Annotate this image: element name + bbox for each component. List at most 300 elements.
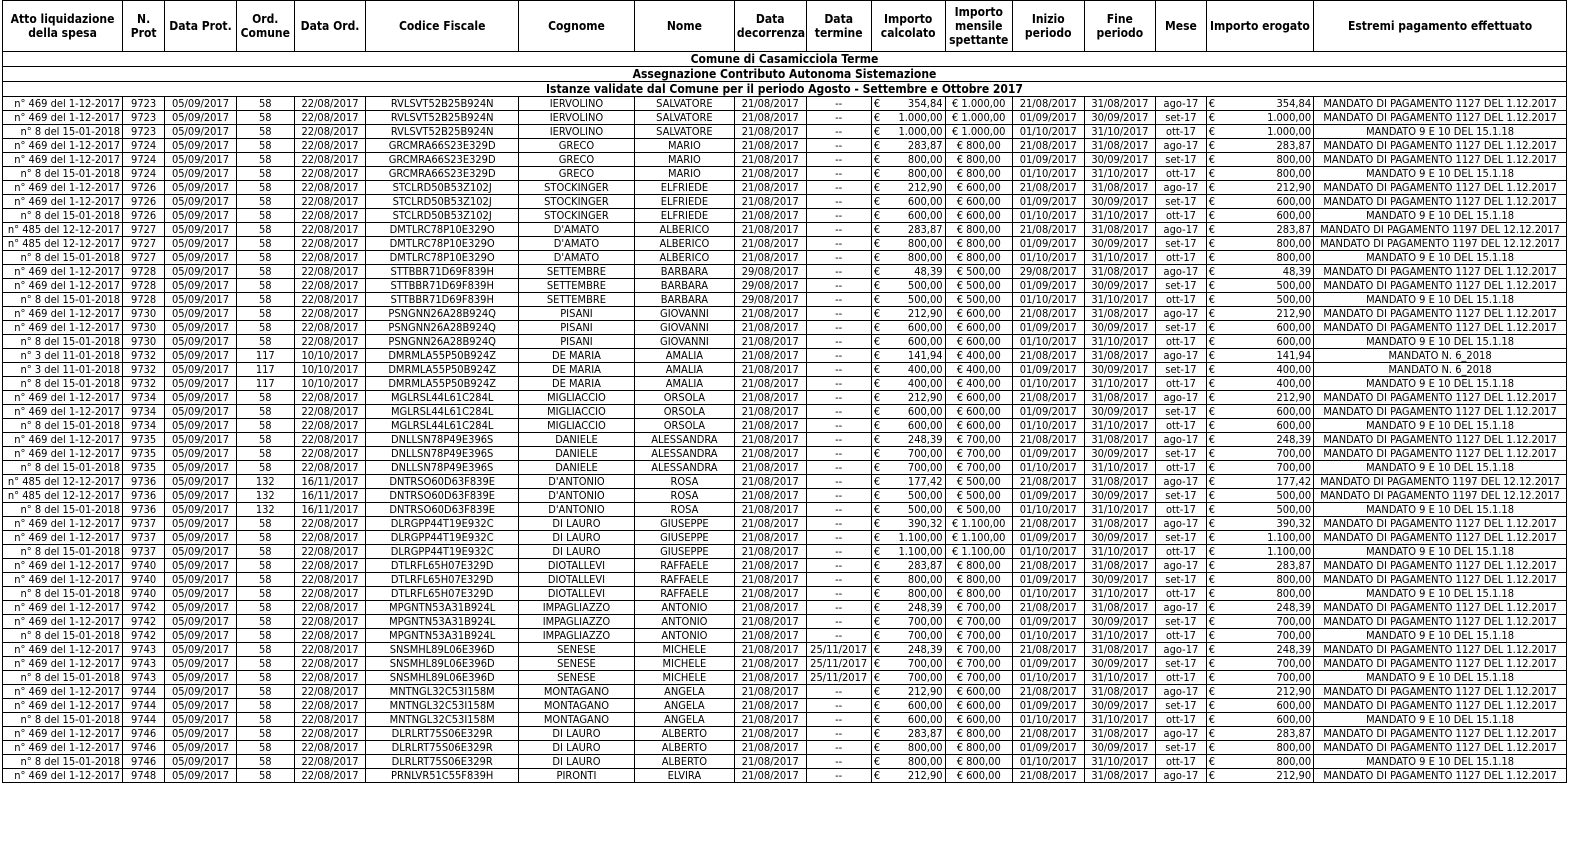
table-cell xyxy=(1206,321,1313,335)
table-cell: MANDATO 9 E 10 DEL 15.1.18 xyxy=(1314,461,1567,475)
table-cell: 22/08/2017 xyxy=(294,237,366,251)
table-cell: MIGLIACCIO xyxy=(519,419,635,433)
table-cell: 58 xyxy=(236,685,294,699)
table-cell: 9735 xyxy=(123,447,165,461)
currency-symbol: € xyxy=(1208,699,1215,712)
table-cell: 58 xyxy=(236,419,294,433)
amount-value: 800,00 xyxy=(1276,153,1312,166)
table-cell: ago-17 xyxy=(1156,391,1207,405)
table-cell xyxy=(871,153,945,167)
table-cell: DMTLRC78P10E329O xyxy=(366,237,519,251)
table-cell: 9726 xyxy=(123,181,165,195)
table-cell: 58 xyxy=(236,699,294,713)
currency-symbol: € xyxy=(873,279,881,292)
table-cell: set-17 xyxy=(1156,489,1207,503)
table-cell: 05/09/2017 xyxy=(165,153,237,167)
table-cell: 01/10/2017 xyxy=(1012,755,1084,769)
table-cell: 05/09/2017 xyxy=(165,433,237,447)
amount-value: 400,00 xyxy=(907,363,943,376)
amount-value: 600,00 xyxy=(907,195,943,208)
currency-symbol: € xyxy=(1208,195,1215,208)
table-cell: 30/09/2017 xyxy=(1084,615,1156,629)
table-cell: 22/08/2017 xyxy=(294,251,366,265)
table-cell xyxy=(1206,111,1313,125)
amount-value: 212,90 xyxy=(1276,769,1312,782)
document-period: Istanze validate dal Comune per il periodo Agosto - Settembre e Ottobre 2017 xyxy=(3,82,1567,97)
table-row xyxy=(3,629,1567,643)
table-cell xyxy=(871,111,945,125)
amount-value: 212,90 xyxy=(1276,181,1312,194)
table-cell: SALVATORE xyxy=(634,125,734,139)
table-row xyxy=(3,587,1567,601)
table-cell: € 500,00 xyxy=(945,293,1012,307)
amount-value: 400,00 xyxy=(907,377,943,390)
table-cell: 21/08/2017 xyxy=(1012,307,1084,321)
table-cell: 30/09/2017 xyxy=(1084,363,1156,377)
table-cell: 21/08/2017 xyxy=(734,531,806,545)
table-cell: 25/11/2017 xyxy=(806,671,871,685)
currency-symbol: € xyxy=(873,727,881,740)
table-cell: 01/09/2017 xyxy=(1012,279,1084,293)
table-cell: 22/08/2017 xyxy=(294,685,366,699)
table-cell xyxy=(871,223,945,237)
table-cell: ROSA xyxy=(634,475,734,489)
table-cell xyxy=(1206,699,1313,713)
table-cell: MANDATO DI PAGAMENTO 1127 DEL 1.12.2017 xyxy=(1314,139,1567,153)
table-cell: MANDATO DI PAGAMENTO 1127 DEL 1.12.2017 xyxy=(1314,531,1567,545)
table-cell: 21/08/2017 xyxy=(734,559,806,573)
table-cell: n° 8 del 15-01-2018 xyxy=(3,419,123,433)
table-cell: 22/08/2017 xyxy=(294,419,366,433)
table-cell: -- xyxy=(806,349,871,363)
table-cell: -- xyxy=(806,237,871,251)
table-cell xyxy=(871,307,945,321)
table-cell: 22/08/2017 xyxy=(294,629,366,643)
table-cell: n° 469 del 1-12-2017 xyxy=(3,657,123,671)
table-cell: -- xyxy=(806,615,871,629)
table-cell xyxy=(1206,265,1313,279)
table-cell: 58 xyxy=(236,573,294,587)
table-cell: 58 xyxy=(236,139,294,153)
table-cell: 21/08/2017 xyxy=(734,699,806,713)
table-cell: 9737 xyxy=(123,517,165,531)
table-cell: 01/09/2017 xyxy=(1012,363,1084,377)
table-cell: 25/11/2017 xyxy=(806,657,871,671)
table-cell: 01/10/2017 xyxy=(1012,629,1084,643)
table-cell: € 500,00 xyxy=(945,489,1012,503)
table-cell: DNTRSO60D63F839E xyxy=(366,503,519,517)
table-cell: MANDATO N. 6_2018 xyxy=(1314,363,1567,377)
table-cell xyxy=(871,125,945,139)
table-cell: € 400,00 xyxy=(945,349,1012,363)
table-cell xyxy=(871,573,945,587)
table-cell xyxy=(1206,293,1313,307)
liquidation-table xyxy=(2,0,1567,783)
currency-symbol: € xyxy=(1208,559,1215,572)
table-cell: PSNGNN26A28B924Q xyxy=(366,335,519,349)
amount-value: 600,00 xyxy=(907,321,943,334)
table-cell: -- xyxy=(806,223,871,237)
currency-symbol: € xyxy=(1208,335,1215,348)
table-cell: 21/08/2017 xyxy=(1012,433,1084,447)
table-cell xyxy=(871,349,945,363)
table-cell: 21/08/2017 xyxy=(734,545,806,559)
table-cell: MONTAGANO xyxy=(519,713,635,727)
table-cell xyxy=(871,713,945,727)
table-cell: n° 8 del 15-01-2018 xyxy=(3,293,123,307)
table-cell: 9743 xyxy=(123,671,165,685)
table-cell: 31/10/2017 xyxy=(1084,545,1156,559)
table-cell: 21/08/2017 xyxy=(734,685,806,699)
table-cell: 9727 xyxy=(123,223,165,237)
table-cell xyxy=(871,755,945,769)
currency-symbol: € xyxy=(1208,447,1215,460)
table-cell: MANDATO DI PAGAMENTO 1127 DEL 1.12.2017 xyxy=(1314,391,1567,405)
table-cell xyxy=(1206,237,1313,251)
table-cell: -- xyxy=(806,293,871,307)
table-cell: MANDATO DI PAGAMENTO 1127 DEL 1.12.2017 xyxy=(1314,153,1567,167)
table-cell: 9740 xyxy=(123,559,165,573)
table-cell: MANDATO DI PAGAMENTO 1127 DEL 1.12.2017 xyxy=(1314,181,1567,195)
currency-symbol: € xyxy=(873,167,881,180)
table-cell: 31/08/2017 xyxy=(1084,475,1156,489)
currency-symbol: € xyxy=(873,111,881,124)
amount-value: 800,00 xyxy=(907,741,943,754)
table-cell: ANTONIO xyxy=(634,629,734,643)
table-cell: ott-17 xyxy=(1156,503,1207,517)
table-cell: 58 xyxy=(236,167,294,181)
table-cell xyxy=(1206,741,1313,755)
table-cell: MANDATO 9 E 10 DEL 15.1.18 xyxy=(1314,755,1567,769)
table-cell: STTBBR71D69F839H xyxy=(366,279,519,293)
table-cell: -- xyxy=(806,433,871,447)
table-cell: D'AMATO xyxy=(519,223,635,237)
table-cell: DMTLRC78P10E329O xyxy=(366,223,519,237)
table-cell: MANDATO 9 E 10 DEL 15.1.18 xyxy=(1314,419,1567,433)
amount-value: 600,00 xyxy=(1276,405,1312,418)
table-cell: 58 xyxy=(236,209,294,223)
table-cell: MANDATO DI PAGAMENTO 1127 DEL 1.12.2017 xyxy=(1314,433,1567,447)
table-row xyxy=(3,545,1567,559)
table-cell: MANDATO DI PAGAMENTO 1127 DEL 1.12.2017 xyxy=(1314,699,1567,713)
table-cell: 30/09/2017 xyxy=(1084,657,1156,671)
amount-value: 354,84 xyxy=(907,97,943,110)
amount-value: 700,00 xyxy=(907,671,943,684)
table-cell xyxy=(1206,153,1313,167)
table-cell: ago-17 xyxy=(1156,601,1207,615)
table-cell: 01/10/2017 xyxy=(1012,167,1084,181)
table-cell: 9742 xyxy=(123,629,165,643)
table-cell: € 600,00 xyxy=(945,713,1012,727)
amount-value: 354,84 xyxy=(1276,97,1312,110)
table-cell: 31/10/2017 xyxy=(1084,335,1156,349)
table-cell: STCLRD50B53Z102J xyxy=(366,195,519,209)
table-cell: 21/08/2017 xyxy=(734,587,806,601)
table-cell: 21/08/2017 xyxy=(734,741,806,755)
table-cell: 21/08/2017 xyxy=(734,405,806,419)
amount-value: 1.100,00 xyxy=(898,531,943,544)
table-cell: 01/10/2017 xyxy=(1012,125,1084,139)
table-cell: -- xyxy=(806,335,871,349)
table-cell xyxy=(1206,657,1313,671)
table-cell: -- xyxy=(806,97,871,111)
table-cell: DI LAURO xyxy=(519,545,635,559)
table-cell: € 800,00 xyxy=(945,741,1012,755)
table-cell: 58 xyxy=(236,713,294,727)
table-cell: 29/08/2017 xyxy=(734,279,806,293)
table-cell xyxy=(871,769,945,783)
table-cell: 9746 xyxy=(123,727,165,741)
table-cell: 31/10/2017 xyxy=(1084,587,1156,601)
table-cell: 21/08/2017 xyxy=(734,769,806,783)
table-cell xyxy=(871,321,945,335)
table-cell: 22/08/2017 xyxy=(294,181,366,195)
table-cell: 21/08/2017 xyxy=(734,755,806,769)
table-cell: 31/10/2017 xyxy=(1084,419,1156,433)
table-cell: 58 xyxy=(236,559,294,573)
table-cell: n° 485 del 12-12-2017 xyxy=(3,223,123,237)
amount-value: 700,00 xyxy=(1276,461,1312,474)
table-cell: GRECO xyxy=(519,139,635,153)
table-cell: set-17 xyxy=(1156,153,1207,167)
table-cell: 22/08/2017 xyxy=(294,405,366,419)
table-cell: MANDATO 9 E 10 DEL 15.1.18 xyxy=(1314,125,1567,139)
table-cell: 31/10/2017 xyxy=(1084,755,1156,769)
column-header: Fine periodo xyxy=(1084,1,1156,52)
table-cell: ott-17 xyxy=(1156,587,1207,601)
table-cell: MANDATO DI PAGAMENTO 1127 DEL 1.12.2017 xyxy=(1314,517,1567,531)
table-cell: 29/08/2017 xyxy=(1012,265,1084,279)
table-cell: 31/10/2017 xyxy=(1084,503,1156,517)
table-row xyxy=(3,769,1567,783)
table-cell: 22/08/2017 xyxy=(294,335,366,349)
currency-symbol: € xyxy=(873,293,881,306)
table-cell: D'ANTONIO xyxy=(519,503,635,517)
table-cell: MPGNTN53A31B924L xyxy=(366,629,519,643)
table-cell: MANDATO N. 6_2018 xyxy=(1314,349,1567,363)
table-cell: DI LAURO xyxy=(519,531,635,545)
table-cell: n° 469 del 1-12-2017 xyxy=(3,727,123,741)
table-cell: € 700,00 xyxy=(945,447,1012,461)
table-cell: 30/09/2017 xyxy=(1084,111,1156,125)
amount-value: 700,00 xyxy=(907,447,943,460)
table-cell: n° 469 del 1-12-2017 xyxy=(3,279,123,293)
table-cell: € 700,00 xyxy=(945,657,1012,671)
column-header: Data decorrenza xyxy=(734,1,806,52)
table-row xyxy=(3,573,1567,587)
table-cell: 22/08/2017 xyxy=(294,433,366,447)
currency-symbol: € xyxy=(1208,167,1215,180)
table-cell: n° 469 del 1-12-2017 xyxy=(3,307,123,321)
table-row xyxy=(3,671,1567,685)
table-cell: MANDATO 9 E 10 DEL 15.1.18 xyxy=(1314,377,1567,391)
table-cell xyxy=(871,671,945,685)
amount-value: 1.100,00 xyxy=(1267,545,1312,558)
table-cell: 01/10/2017 xyxy=(1012,503,1084,517)
table-cell xyxy=(1206,279,1313,293)
table-cell: 21/08/2017 xyxy=(734,223,806,237)
table-cell: € 1.000,00 xyxy=(945,125,1012,139)
table-cell: 05/09/2017 xyxy=(165,195,237,209)
currency-symbol: € xyxy=(1208,111,1215,124)
table-cell: 22/08/2017 xyxy=(294,447,366,461)
table-cell: PISANI xyxy=(519,321,635,335)
table-cell: 21/08/2017 xyxy=(1012,643,1084,657)
amount-value: 700,00 xyxy=(1276,629,1312,642)
table-cell: DLRLRT75S06E329R xyxy=(366,755,519,769)
table-cell: € 1.000,00 xyxy=(945,97,1012,111)
table-cell: AMALIA xyxy=(634,377,734,391)
table-cell xyxy=(871,237,945,251)
amount-value: 283,87 xyxy=(907,139,943,152)
table-cell xyxy=(871,195,945,209)
amount-value: 212,90 xyxy=(907,181,943,194)
table-row xyxy=(3,237,1567,251)
table-cell: 05/09/2017 xyxy=(165,209,237,223)
column-header: Data termine xyxy=(806,1,871,52)
column-header: N. Prot xyxy=(123,1,165,52)
table-cell: 9730 xyxy=(123,307,165,321)
table-cell: MONTAGANO xyxy=(519,685,635,699)
table-cell xyxy=(1206,223,1313,237)
table-cell: MANDATO 9 E 10 DEL 15.1.18 xyxy=(1314,671,1567,685)
table-row xyxy=(3,531,1567,545)
table-cell: RAFFAELE xyxy=(634,573,734,587)
table-cell: 9743 xyxy=(123,657,165,671)
table-cell: 31/08/2017 xyxy=(1084,181,1156,195)
table-cell: DANIELE xyxy=(519,433,635,447)
table-cell xyxy=(1206,545,1313,559)
amount-value: 700,00 xyxy=(1276,657,1312,670)
table-cell: -- xyxy=(806,545,871,559)
table-cell: 31/08/2017 xyxy=(1084,97,1156,111)
table-cell xyxy=(1206,377,1313,391)
table-cell: 58 xyxy=(236,643,294,657)
table-cell: 21/08/2017 xyxy=(734,517,806,531)
table-cell xyxy=(1206,419,1313,433)
table-cell: MANDATO DI PAGAMENTO 1127 DEL 1.12.2017 xyxy=(1314,195,1567,209)
table-cell: n° 469 del 1-12-2017 xyxy=(3,321,123,335)
currency-symbol: € xyxy=(873,433,881,446)
table-cell: n° 469 del 1-12-2017 xyxy=(3,699,123,713)
table-cell: 22/08/2017 xyxy=(294,279,366,293)
currency-symbol: € xyxy=(873,713,881,726)
table-cell: DLRLRT75S06E329R xyxy=(366,727,519,741)
table-cell xyxy=(1206,335,1313,349)
table-cell: MANDATO DI PAGAMENTO 1127 DEL 1.12.2017 xyxy=(1314,741,1567,755)
table-cell: 9740 xyxy=(123,573,165,587)
table-cell: n° 8 del 15-01-2018 xyxy=(3,377,123,391)
table-cell: 21/08/2017 xyxy=(1012,349,1084,363)
amount-value: 700,00 xyxy=(907,657,943,670)
currency-symbol: € xyxy=(1208,643,1215,656)
amount-value: 600,00 xyxy=(907,209,943,222)
table-cell xyxy=(1206,573,1313,587)
currency-symbol: € xyxy=(873,601,881,614)
table-cell: 132 xyxy=(236,503,294,517)
table-cell: ANGELA xyxy=(634,713,734,727)
table-cell: 58 xyxy=(236,181,294,195)
table-cell: -- xyxy=(806,363,871,377)
table-cell: IERVOLINO xyxy=(519,97,635,111)
table-cell: 16/11/2017 xyxy=(294,489,366,503)
table-cell: 9728 xyxy=(123,265,165,279)
table-row xyxy=(3,517,1567,531)
table-cell: ott-17 xyxy=(1156,209,1207,223)
table-cell: 58 xyxy=(236,741,294,755)
table-cell: ALBERICO xyxy=(634,251,734,265)
currency-symbol: € xyxy=(873,741,881,754)
table-cell: DI LAURO xyxy=(519,755,635,769)
table-cell xyxy=(871,139,945,153)
amount-value: 283,87 xyxy=(907,559,943,572)
table-cell: 05/09/2017 xyxy=(165,587,237,601)
amount-value: 283,87 xyxy=(1276,223,1312,236)
table-cell: 58 xyxy=(236,531,294,545)
table-cell: 05/09/2017 xyxy=(165,97,237,111)
column-header: Estremi pagamento effettuato xyxy=(1314,1,1567,52)
table-cell: ANGELA xyxy=(634,685,734,699)
table-row xyxy=(3,657,1567,671)
table-cell: n° 469 del 1-12-2017 xyxy=(3,615,123,629)
table-cell: € 1.100,00 xyxy=(945,531,1012,545)
table-cell: 9723 xyxy=(123,125,165,139)
table-cell: MANDATO DI PAGAMENTO 1127 DEL 1.12.2017 xyxy=(1314,265,1567,279)
currency-symbol: € xyxy=(1208,377,1215,390)
currency-symbol: € xyxy=(873,125,881,138)
table-cell: ALESSANDRA xyxy=(634,447,734,461)
table-row xyxy=(3,195,1567,209)
currency-symbol: € xyxy=(1208,293,1215,306)
table-cell: 05/09/2017 xyxy=(165,419,237,433)
table-cell: 30/09/2017 xyxy=(1084,153,1156,167)
table-cell xyxy=(1206,629,1313,643)
table-cell: 01/10/2017 xyxy=(1012,461,1084,475)
table-cell: 9746 xyxy=(123,755,165,769)
table-cell: -- xyxy=(806,377,871,391)
table-cell: n° 469 del 1-12-2017 xyxy=(3,643,123,657)
table-cell: ott-17 xyxy=(1156,755,1207,769)
table-cell: 22/08/2017 xyxy=(294,671,366,685)
amount-value: 212,90 xyxy=(907,685,943,698)
currency-symbol: € xyxy=(1208,405,1215,418)
table-cell xyxy=(1206,307,1313,321)
amount-value: 800,00 xyxy=(1276,587,1312,600)
table-cell: -- xyxy=(806,391,871,405)
table-cell xyxy=(871,419,945,433)
table-cell: 01/09/2017 xyxy=(1012,237,1084,251)
table-cell: ott-17 xyxy=(1156,545,1207,559)
amount-value: 600,00 xyxy=(907,419,943,432)
table-cell: ago-17 xyxy=(1156,685,1207,699)
amount-value: 800,00 xyxy=(1276,741,1312,754)
table-cell: 21/08/2017 xyxy=(1012,139,1084,153)
table-cell: 21/08/2017 xyxy=(734,713,806,727)
table-cell: DNTRSO60D63F839E xyxy=(366,489,519,503)
column-header: Nome xyxy=(634,1,734,52)
table-cell: DLRLRT75S06E329R xyxy=(366,741,519,755)
currency-symbol: € xyxy=(873,321,881,334)
table-cell: € 500,00 xyxy=(945,475,1012,489)
table-cell: MICHELE xyxy=(634,671,734,685)
table-cell: DMRMLA55P50B924Z xyxy=(366,377,519,391)
amount-value: 212,90 xyxy=(1276,391,1312,404)
column-header: Importo erogato xyxy=(1206,1,1313,52)
table-cell: 22/08/2017 xyxy=(294,545,366,559)
currency-symbol: € xyxy=(1208,727,1215,740)
amount-value: 700,00 xyxy=(1276,447,1312,460)
table-cell: 21/08/2017 xyxy=(734,391,806,405)
